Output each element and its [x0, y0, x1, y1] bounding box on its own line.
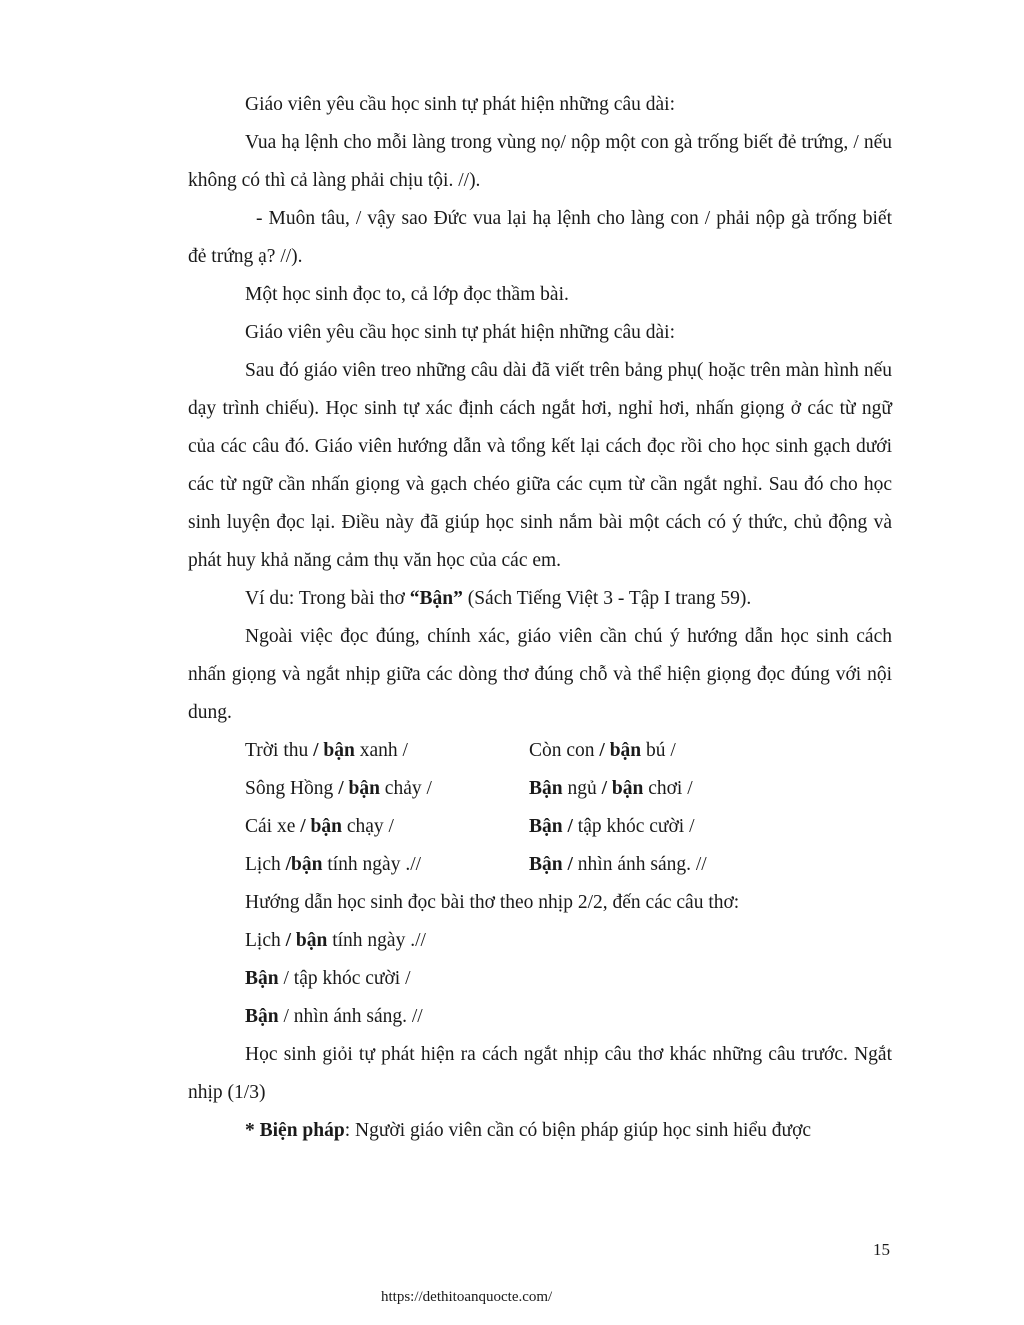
paragraph-11: [188, 1112, 892, 1150]
document-page: [188, 86, 892, 1150]
measure-heading: * Biện pháp: [245, 1120, 345, 1141]
poem-row: [188, 770, 892, 808]
paragraph-5: Giáo viên yêu cầu học sinh tự phát hiện những câu dài:: [245, 322, 675, 343]
example-line-2: Bận / tập khóc cười /: [245, 968, 411, 989]
poem-line-left: Sông Hồng / bận chảy /: [245, 778, 432, 799]
example-intro-text: Ví du: Trong bài thơ: [245, 588, 410, 609]
poem-row: [188, 732, 892, 770]
poem-title: “Bận”: [409, 588, 463, 609]
example-source: (Sách Tiếng Việt 3 - Tập I trang 59).: [462, 588, 752, 609]
paragraph-3: - Muôn tâu, / vậy sao Đức vua lại hạ lệnh cho làng con / phải nộp gà trống biết đẻ trứng ạ? //).: [188, 208, 892, 267]
poem-line-right: Bận / tập khóc cười /: [529, 816, 695, 837]
measure-text: : Người giáo viên cần có biện pháp giúp học sinh hiểu được: [344, 1120, 812, 1141]
poem-line-right: Bận / nhìn ánh sáng. //: [529, 854, 707, 875]
poem-line-right: Còn con / bận bú /: [529, 740, 676, 761]
paragraph-8: Ngoài việc đọc đúng, chính xác, giáo viên cần chú ý hướng dẫn học sinh cách nhấn giọng và ngắt nhịp giữa các dòng thơ đúng chỗ và thể hiện giọng đọc đúng với nội dung.: [188, 626, 892, 723]
poem-block: [188, 732, 892, 884]
poem-line-left: Cái xe / bận chạy /: [245, 816, 394, 837]
page-number: 15: [873, 1240, 890, 1259]
poem-line-right: Bận ngủ / bận chơi /: [529, 778, 693, 799]
example-line-3: Bận / nhìn ánh sáng. //: [245, 1006, 423, 1027]
poem-line-left: Lịch /bận tính ngày .//: [245, 854, 422, 875]
example-line-1: Lịch / bận tính ngày .//: [245, 930, 426, 951]
paragraph-1: Giáo viên yêu cầu học sinh tự phát hiện những câu dài:: [245, 94, 675, 115]
paragraph-example-intro: [188, 580, 892, 618]
paragraph-10: Học sinh giỏi tự phát hiện ra cách ngắt nhịp câu thơ khác những câu trước. Ngắt nhịp (1/3): [188, 1044, 892, 1103]
paragraph-9: Hướng dẫn học sinh đọc bài thơ theo nhịp 2/2, đến các câu thơ:: [245, 892, 740, 913]
poem-line-left: Trời thu / bận xanh /: [245, 740, 408, 761]
paragraph-2: Vua hạ lệnh cho mỗi làng trong vùng nọ/ nộp một con gà trống biết đẻ trứng, / nếu không có thì cả làng phải chịu tội. //).: [188, 132, 892, 191]
footer-url[interactable]: https://dethitoanquocte.com/: [381, 1289, 553, 1305]
poem-row: [188, 846, 892, 884]
paragraph-6: Sau đó giáo viên treo những câu dài đã viết trên bảng phụ( hoặc trên màn hình nếu dạy trình chiếu). Học sinh tự xác định cách ngắt hơi, nghỉ hơi, nhấn giọng ở các từ ngữ của các câu đó. Giáo viên hướng dẫn và tổng kết lại cách đọc rồi cho học sinh gạch dưới các từ ngữ cần nhấn giọng và gạch chéo giữa các cụm từ cần ngắt nghỉ. Sau đó cho học sinh luyện đọc lại. Điều này đã giúp học sinh nắm bài một cách có ý thức, chủ động và phát huy khả năng cảm thụ văn học của các em.: [188, 360, 892, 571]
poem-row: [188, 808, 892, 846]
paragraph-4: Một học sinh đọc to, cả lớp đọc thầm bài.: [245, 284, 569, 305]
